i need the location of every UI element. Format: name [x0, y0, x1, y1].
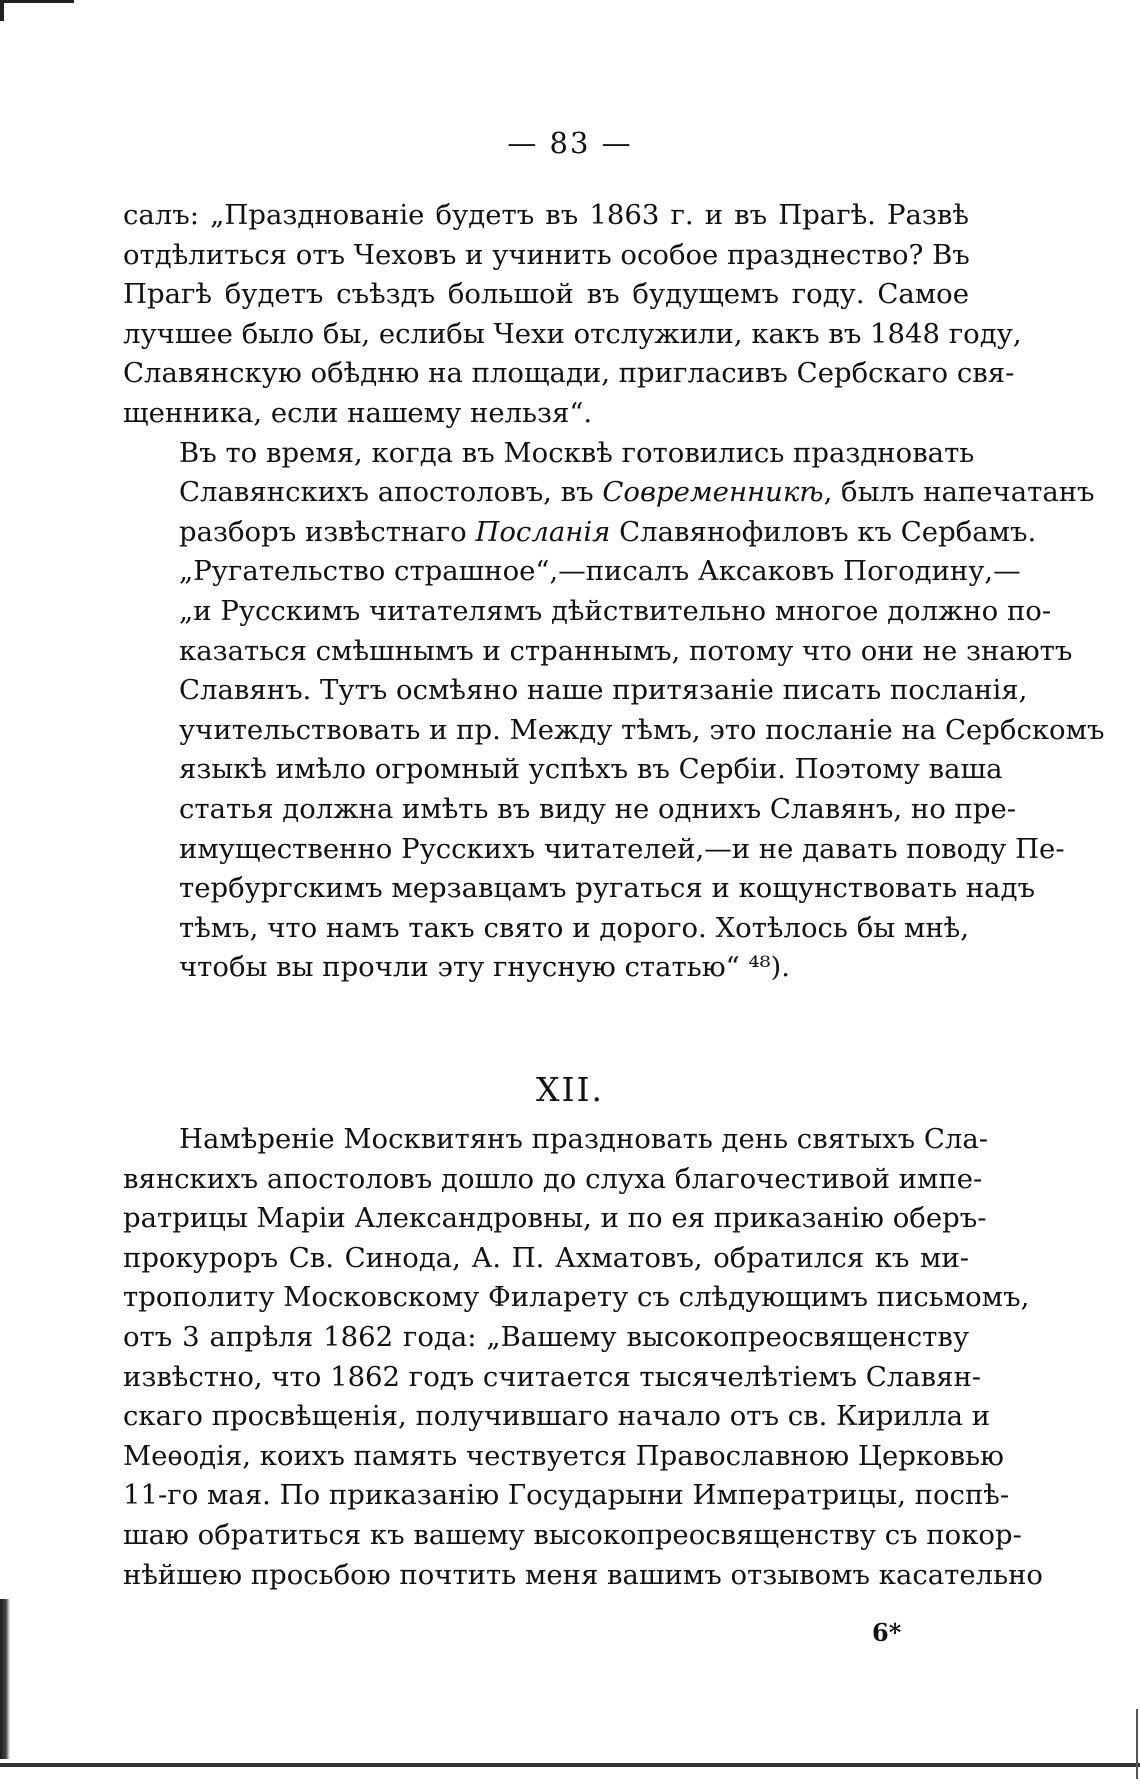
text-line: статья должна имѣть въ виду не однихъ Славянъ, но пре- [179, 792, 1017, 825]
text-line: тѣмъ, что намъ такъ свято и дорого. Хотѣлось бы мнѣ, [179, 911, 969, 944]
paragraph-4 [123, 1120, 1043, 1595]
text-line: Намѣреніе Москвитянъ праздновать день святыхъ Сла- [179, 1123, 989, 1155]
scan-border-bottom-left [0, 1599, 10, 1759]
text-line: трополиту Московскому Филарету съ слѣдующимъ письмомъ, [123, 1281, 1030, 1314]
text-line: салъ: „Празднованіе будетъ въ 1863 г. и въ Прагѣ. Развѣ [123, 199, 969, 231]
text-line: извѣстно, что 1862 годъ считается тысячелѣтіемъ Славян- [123, 1360, 982, 1393]
text-line: ратрицы Маріи Александровны, и по ея приказанію оберъ- [123, 1202, 987, 1235]
text-line: прокуроръ Св. Синода, А. П. Ахматовъ, обратился къ ми- [123, 1241, 969, 1274]
text-line: нѣйшею просьбою почтить меня вашимъ отзывомъ касательно [123, 1558, 1043, 1591]
text-line: вянскихъ апостоловъ дошло до слуха благочестивой импе- [123, 1162, 983, 1195]
scan-border-bottom [0, 1763, 1140, 1767]
page-number: — 83 — [507, 126, 633, 160]
text-line: учительствовать и пр. Между тѣмъ, это посланіе на Сербскомъ [179, 713, 1105, 746]
chapter-heading: XII. [535, 1070, 605, 1109]
text-line: „и Русскимъ читателямъ дѣйствительно многое должно по- [179, 594, 1052, 627]
text-line: Прагѣ будетъ съѣздъ большой въ будущемъ году. Самое [123, 278, 969, 311]
text-line: шаю обратиться къ вашему высокопреосвященству съ покор- [123, 1518, 1022, 1551]
text-line: скаго просвѣщенія, получившаго начало отъ св. Кирилла и [123, 1400, 991, 1433]
sheet-signature: 6* [872, 1618, 902, 1647]
text-line: отъ 3 апрѣля 1862 года: „Вашему высокопреосвященству [123, 1320, 969, 1353]
text-line: лучшее было бы, еслибы Чехи отслужили, какъ въ 1848 году, [123, 317, 1022, 350]
text-block-bottom [123, 1120, 1043, 1595]
paragraph-1 [123, 196, 1022, 434]
scan-border-top-left [0, 0, 74, 21]
text-line: имущественно Русскихъ читателей,—и не давать поводу Пе- [179, 832, 1065, 865]
text-line: Славянскихъ апостоловъ, въ Современникѣ, былъ напечатанъ [179, 476, 1095, 509]
text-line: казаться смѣшнымъ и страннымъ, потому что они не знаютъ [179, 634, 1073, 667]
text-line: тербургскимъ мерзавцамъ ругаться и кощунствовать надъ [179, 872, 1036, 905]
text-line: разборъ извѣстнаго Посланія Славянофиловъ къ Сербамъ. [179, 515, 1037, 548]
scan-border-right [1136, 1709, 1138, 1779]
text-line: языкѣ имѣло огромный успѣхъ въ Сербіи. Поэтому ваша [179, 753, 1003, 786]
text-line: отдѣлиться отъ Чеховъ и учинить особое празднество? Въ [123, 238, 970, 271]
text-line: щенника, если нашему нельзя“. [123, 396, 593, 429]
text-line: „Ругательство страшное“,—писалъ Аксаковъ Погодину,— [179, 555, 1021, 588]
text-line: Славянскую обѣдню на площади, пригласивъ Сербскаго свя- [123, 357, 1015, 390]
text-line: Въ то время, когда въ Москвѣ готовились праздновать [179, 436, 975, 469]
paragraph-2 [123, 434, 1095, 553]
paragraph-3 [123, 552, 1105, 988]
text-line: 11-го мая. По приказанію Государыни Императрицы, поспѣ- [123, 1479, 1010, 1512]
text-line: Славянъ. Тутъ осмѣяно наше притязаніе писать посланія, [179, 674, 1028, 707]
text-line: Меѳодія, коихъ память чествуется Православною Церковью [123, 1439, 1004, 1472]
text-line: чтобы вы прочли эту гнусную статью“ ⁴⁸). [179, 951, 790, 984]
text-block-top [123, 196, 1105, 988]
